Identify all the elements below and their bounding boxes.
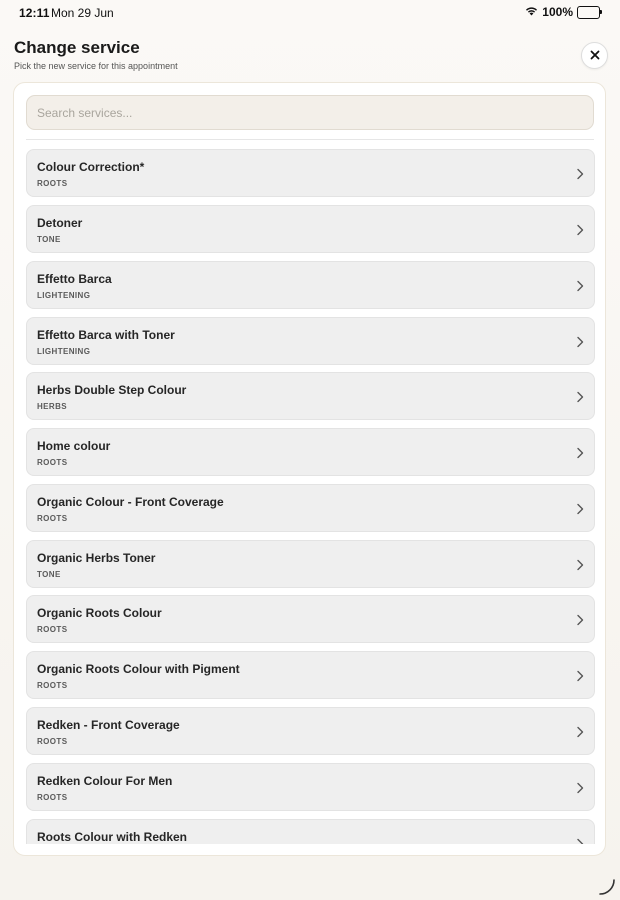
- service-category: TONE: [37, 235, 61, 244]
- status-time: 12:11: [19, 6, 50, 20]
- service-item[interactable]: [26, 372, 595, 420]
- chevron-right-icon: [576, 391, 584, 403]
- service-item[interactable]: [26, 149, 595, 197]
- chevron-right-icon: [576, 168, 584, 180]
- service-category: ROOTS: [37, 793, 68, 802]
- service-name: Herbs Double Step Colour: [37, 383, 187, 397]
- service-category: LIGHTENING: [37, 291, 91, 300]
- service-name: Colour Correction*: [37, 160, 145, 174]
- search-input[interactable]: [26, 95, 594, 130]
- service-name: Roots Colour with Redken: [37, 830, 187, 844]
- service-item[interactable]: [26, 819, 595, 844]
- service-name: Organic Roots Colour: [37, 606, 162, 620]
- service-name: Redken Colour For Men: [37, 774, 173, 788]
- service-name: Organic Colour - Front Coverage: [37, 495, 224, 509]
- resize-handle-icon: [598, 878, 616, 896]
- chevron-right-icon: [576, 782, 584, 794]
- chevron-right-icon: [576, 614, 584, 626]
- close-icon: [590, 47, 600, 65]
- chevron-right-icon: [576, 224, 584, 236]
- battery-icon: [577, 6, 600, 19]
- battery-percent: 100%: [542, 5, 573, 19]
- service-category: ROOTS: [37, 737, 68, 746]
- page-subtitle: Pick the new service for this appointment: [14, 61, 178, 71]
- service-name: Effetto Barca: [37, 272, 112, 286]
- chevron-right-icon: [576, 670, 584, 682]
- chevron-right-icon: [576, 726, 584, 738]
- service-item[interactable]: [26, 261, 595, 309]
- service-name: Organic Herbs Toner: [37, 551, 156, 565]
- service-item[interactable]: [26, 595, 595, 643]
- chevron-right-icon: [576, 503, 584, 515]
- status-date: Mon 29 Jun: [51, 6, 114, 20]
- status-bar: [0, 0, 620, 24]
- service-item[interactable]: [26, 428, 595, 476]
- service-item[interactable]: [26, 205, 595, 253]
- chevron-right-icon: [576, 280, 584, 292]
- wifi-icon: [525, 5, 538, 19]
- close-button[interactable]: [581, 42, 608, 69]
- service-name: Effetto Barca with Toner: [37, 328, 175, 342]
- service-item[interactable]: [26, 317, 595, 365]
- service-item[interactable]: [26, 651, 595, 699]
- service-category: TONE: [37, 570, 61, 579]
- service-category: ROOTS: [37, 625, 68, 634]
- service-name: Detoner: [37, 216, 83, 230]
- service-category: ROOTS: [37, 514, 68, 523]
- chevron-right-icon: [576, 447, 584, 459]
- service-category: LIGHTENING: [37, 347, 91, 356]
- service-item[interactable]: [26, 540, 595, 588]
- service-item[interactable]: [26, 763, 595, 811]
- service-name: Organic Roots Colour with Pigment: [37, 662, 240, 676]
- service-name: Redken - Front Coverage: [37, 718, 180, 732]
- service-item[interactable]: [26, 707, 595, 755]
- chevron-right-icon: [576, 838, 584, 844]
- service-name: Home colour: [37, 439, 111, 453]
- service-item[interactable]: [26, 484, 595, 532]
- service-category: HERBS: [37, 402, 68, 411]
- service-category: ROOTS: [37, 681, 68, 690]
- service-category: ROOTS: [37, 179, 68, 188]
- status-indicators: [525, 5, 600, 19]
- services-panel: [13, 82, 606, 856]
- service-category: ROOTS: [37, 458, 68, 467]
- chevron-right-icon: [576, 559, 584, 571]
- services-list[interactable]: [26, 149, 595, 844]
- page-title: Change service: [14, 38, 140, 57]
- chevron-right-icon: [576, 336, 584, 348]
- divider: [26, 139, 594, 140]
